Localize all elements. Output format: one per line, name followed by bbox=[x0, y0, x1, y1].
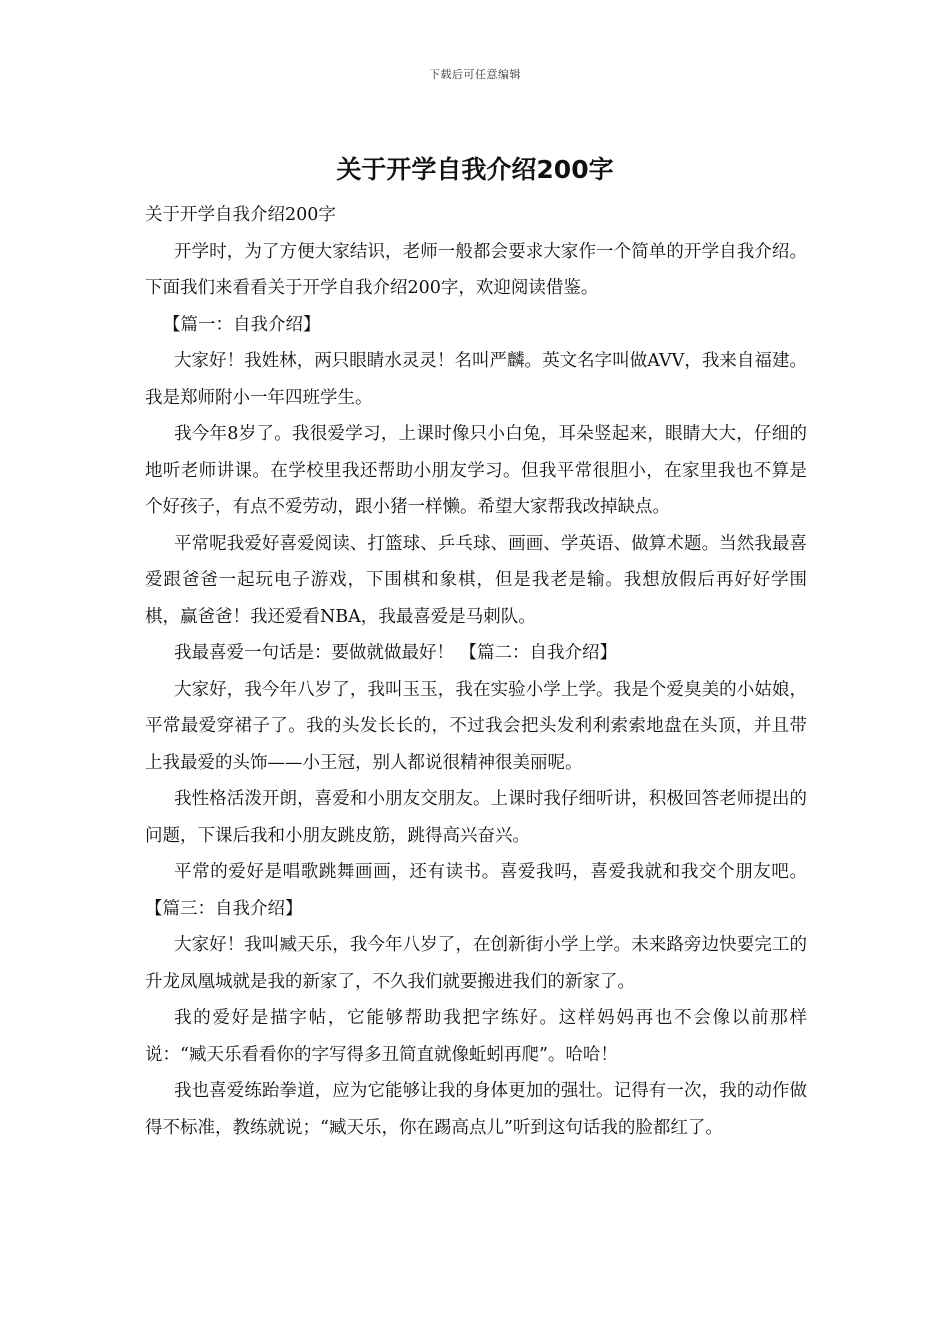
paragraph: 我今年8岁了。我很爱学习，上课时像只小白兔，耳朵竖起来，眼睛大大，仔细的地听老师讲课。在学校里我还帮助小朋友学习。但我平常很胆小，在家里我也不算是个好孩子，有点不爱劳动，跟小猪一样懒。希望大家帮我改掉缺点。 bbox=[145, 424, 807, 517]
paragraph: 大家好！我叫臧天乐，我今年八岁了，在创新街小学上学。未来路旁边快要完工的升龙凤凰城就是我的新家了，不久我们就要搬进我们的新家了。 bbox=[145, 935, 807, 992]
paragraph: 我的爱好是描字帖，它能够帮助我把字练好。这样妈妈再也不会像以前那样说：“臧天乐看看你的字写得多丑简直就像蚯蚓再爬”。哈哈！ bbox=[145, 1008, 807, 1065]
paragraph-intro: 开学时，为了方便大家结识，老师一般都会要求大家作一个简单的开学自我介绍。下面我们来看看关于开学自我介绍200字，欢迎阅读借鉴。 bbox=[145, 241, 807, 298]
paragraph: 我也喜爱练跆拳道，应为它能够让我的身体更加的强壮。记得有一次，我的动作做得不标准，教练就说；“臧天乐，你在踢高点儿”听到这句话我的脸都红了。 bbox=[145, 1081, 807, 1138]
paragraph: 我最喜爱一句话是：要做就做最好！ 【篇二：自我介绍】 bbox=[174, 643, 618, 663]
section-heading-1: 【篇一：自我介绍】 bbox=[163, 314, 321, 335]
header-note: 下载后可任意编辑 bbox=[429, 68, 521, 81]
paragraph: 平常呢我爱好喜爱阅读、打篮球、乒乓球、画画、学英语、做算术题。当然我最喜爱跟爸爸一起玩电子游戏，下围棋和象棋，但是我老是输。我想放假后再好好学围棋，赢爸爸！我还爱看NBA，我最喜爱是马刺队。 bbox=[145, 533, 807, 627]
document-body bbox=[145, 197, 807, 1146]
paragraph: 平常的爱好是唱歌跳舞画画，还有读书。喜爱我吗，喜爱我就和我交个朋友吧。 【篇三：自我介绍】 bbox=[145, 862, 807, 919]
paragraph: 大家好！我姓林，两只眼睛水灵灵！名叫严麟。英文名字叫做AVV，我来自福建。我是郑师附小一年四班学生。 bbox=[145, 351, 807, 408]
document-title: 关于开学自我介绍200字 bbox=[336, 155, 614, 184]
document-subtitle: 关于开学自我介绍200字 bbox=[145, 205, 336, 225]
paragraph: 大家好，我今年八岁了，我叫玉玉，我在实验小学上学。我是个爱臭美的小姑娘，平常最爱穿裙子了。我的头发长长的，不过我会把头发利利索索地盘在头顶，并且带上我最爱的头饰——小王冠，别人都说很精神很美丽呢。 bbox=[145, 679, 807, 773]
paragraph: 我性格活泼开朗，喜爱和小朋友交朋友。上课时我仔细听讲，积极回答老师提出的问题，下课后我和小朋友跳皮筋，跳得高兴奋兴。 bbox=[145, 789, 807, 846]
